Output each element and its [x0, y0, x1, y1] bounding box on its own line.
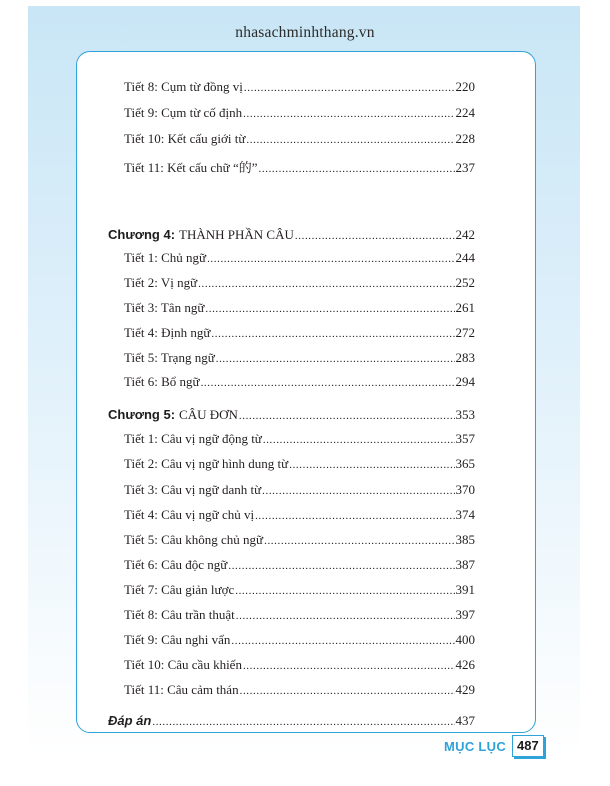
toc-chapter[interactable] [108, 407, 475, 427]
toc-entry-label: Tiết 10: Câu cầu khiến [124, 657, 242, 672]
dot-leader [289, 459, 454, 471]
toc-entry-label: Tiết 11: Kết cấu chữ “的” [124, 160, 258, 175]
toc-page-number: 261 [455, 300, 475, 315]
toc-entry[interactable] [124, 607, 475, 627]
toc-entry-label: Tiết 9: Cụm từ cố định [124, 105, 243, 120]
dot-leader [246, 134, 454, 146]
dot-leader [201, 377, 455, 389]
toc-page-number: 437 [455, 713, 475, 728]
toc-entry[interactable] [124, 482, 475, 502]
chapter-prefix: Chương 5: [108, 407, 176, 422]
toc-page-number: 387 [455, 557, 475, 572]
toc-entry[interactable] [124, 105, 475, 125]
chapter-prefix: Chương 4: [108, 227, 176, 242]
toc-entry-label: Tiết 3: Tân ngữ [124, 300, 205, 315]
toc-entry[interactable] [124, 532, 475, 552]
dot-leader [207, 253, 454, 265]
dot-leader [236, 610, 455, 622]
page-footer [444, 733, 544, 759]
toc-page-number: 385 [455, 532, 475, 547]
site-header: nhasachminhthang.vn [235, 24, 375, 41]
toc-page-number: 237 [455, 160, 475, 175]
toc-entry[interactable] [124, 582, 475, 602]
dot-leader [216, 353, 455, 365]
toc-entry[interactable] [124, 79, 475, 99]
toc-entry[interactable] [124, 557, 475, 577]
dot-leader [152, 716, 454, 728]
dot-leader [243, 108, 454, 120]
toc-entry[interactable] [124, 325, 475, 345]
toc-entry-label: Tiết 8: Cụm từ đồng vị [124, 79, 243, 94]
toc-chapter[interactable] [108, 227, 475, 247]
toc-entry[interactable] [124, 350, 475, 370]
toc-page-number: 272 [455, 325, 475, 340]
dot-leader [255, 510, 454, 522]
dot-leader [240, 685, 455, 697]
toc-page-number: 353 [455, 407, 475, 422]
toc-entry-label: Tiết 1: Câu vị ngữ động từ [124, 431, 262, 446]
dot-leader [264, 535, 454, 547]
toc-page-number: 374 [455, 507, 475, 522]
toc-page-number: 228 [455, 131, 475, 146]
toc-page-number: 294 [455, 374, 475, 389]
toc-entry-label: Tiết 5: Trạng ngữ [124, 350, 215, 365]
dot-leader [231, 635, 454, 647]
toc-entry-label: Tiết 2: Vị ngữ [124, 275, 198, 290]
toc-answers[interactable] [108, 713, 475, 733]
answers-label: Đáp án [108, 713, 152, 728]
toc-entry-label: Tiết 4: Câu vị ngữ chủ vị [124, 507, 255, 522]
toc-page-number: 242 [455, 227, 475, 242]
toc-entry-label: Tiết 5: Câu không chủ ngữ [124, 532, 264, 547]
toc-entry[interactable] [124, 657, 475, 677]
toc-entry[interactable] [124, 632, 475, 652]
dot-leader [205, 303, 454, 315]
toc-entry-label: Tiết 11: Câu cảm thán [124, 682, 239, 697]
toc-entry[interactable] [124, 157, 475, 177]
toc-page-number: 357 [455, 431, 475, 446]
toc-entry[interactable] [124, 275, 475, 295]
dot-leader [239, 410, 455, 422]
toc-entry[interactable] [124, 682, 475, 702]
toc-page-number: 244 [455, 250, 475, 265]
dot-leader [244, 82, 455, 94]
dot-leader [263, 434, 455, 446]
toc-page-number: 397 [455, 607, 475, 622]
toc-entry-label: Tiết 10: Kết cấu giới từ [124, 131, 246, 146]
toc-page-number: 283 [455, 350, 475, 365]
page-number: 487 [512, 735, 544, 757]
chapter-title: CÂU ĐƠN [179, 407, 238, 422]
toc-entry-label: Tiết 6: Bổ ngữ [124, 374, 200, 389]
toc-entry-label: Tiết 3: Câu vị ngữ danh từ [124, 482, 262, 497]
toc-entry[interactable] [124, 456, 475, 476]
toc-entry-label: Tiết 4: Định ngữ [124, 325, 211, 340]
toc-page-number: 426 [455, 657, 475, 672]
toc-entry-label: Tiết 7: Câu giản lược [124, 582, 235, 597]
dot-leader [198, 278, 454, 290]
section-label: MỤC LỤC [444, 738, 507, 754]
toc-entry[interactable] [124, 431, 475, 451]
dot-leader [228, 560, 454, 572]
dot-leader [243, 660, 455, 672]
dot-leader [262, 485, 454, 497]
toc-entry-label: Tiết 8: Câu trần thuật [124, 607, 235, 622]
dot-leader [211, 328, 454, 340]
toc-entry[interactable] [124, 300, 475, 320]
toc-page-number: 365 [455, 456, 475, 471]
dot-leader [295, 230, 455, 242]
toc-entry[interactable] [124, 131, 475, 151]
toc-entry-label: Tiết 1: Chủ ngữ [124, 250, 207, 265]
toc-page-number: 391 [455, 582, 475, 597]
toc-page-number: 224 [455, 105, 475, 120]
toc-entry[interactable] [124, 374, 475, 394]
dot-leader [235, 585, 454, 597]
toc-entry[interactable] [124, 507, 475, 527]
toc-entry-label: Tiết 2: Câu vị ngữ hình dung từ [124, 456, 289, 471]
toc-page-number: 400 [455, 632, 475, 647]
toc-entry-label: Tiết 6: Câu độc ngữ [124, 557, 228, 572]
toc-entry-label: Tiết 9: Câu nghi vấn [124, 632, 231, 647]
toc-page-number: 370 [455, 482, 475, 497]
toc-page-number: 429 [455, 682, 475, 697]
chapter-title: THÀNH PHẦN CÂU [179, 227, 294, 242]
dot-leader [259, 163, 455, 175]
toc-entry[interactable] [124, 250, 475, 270]
toc-page-number: 220 [455, 79, 475, 94]
toc-page-number: 252 [455, 275, 475, 290]
